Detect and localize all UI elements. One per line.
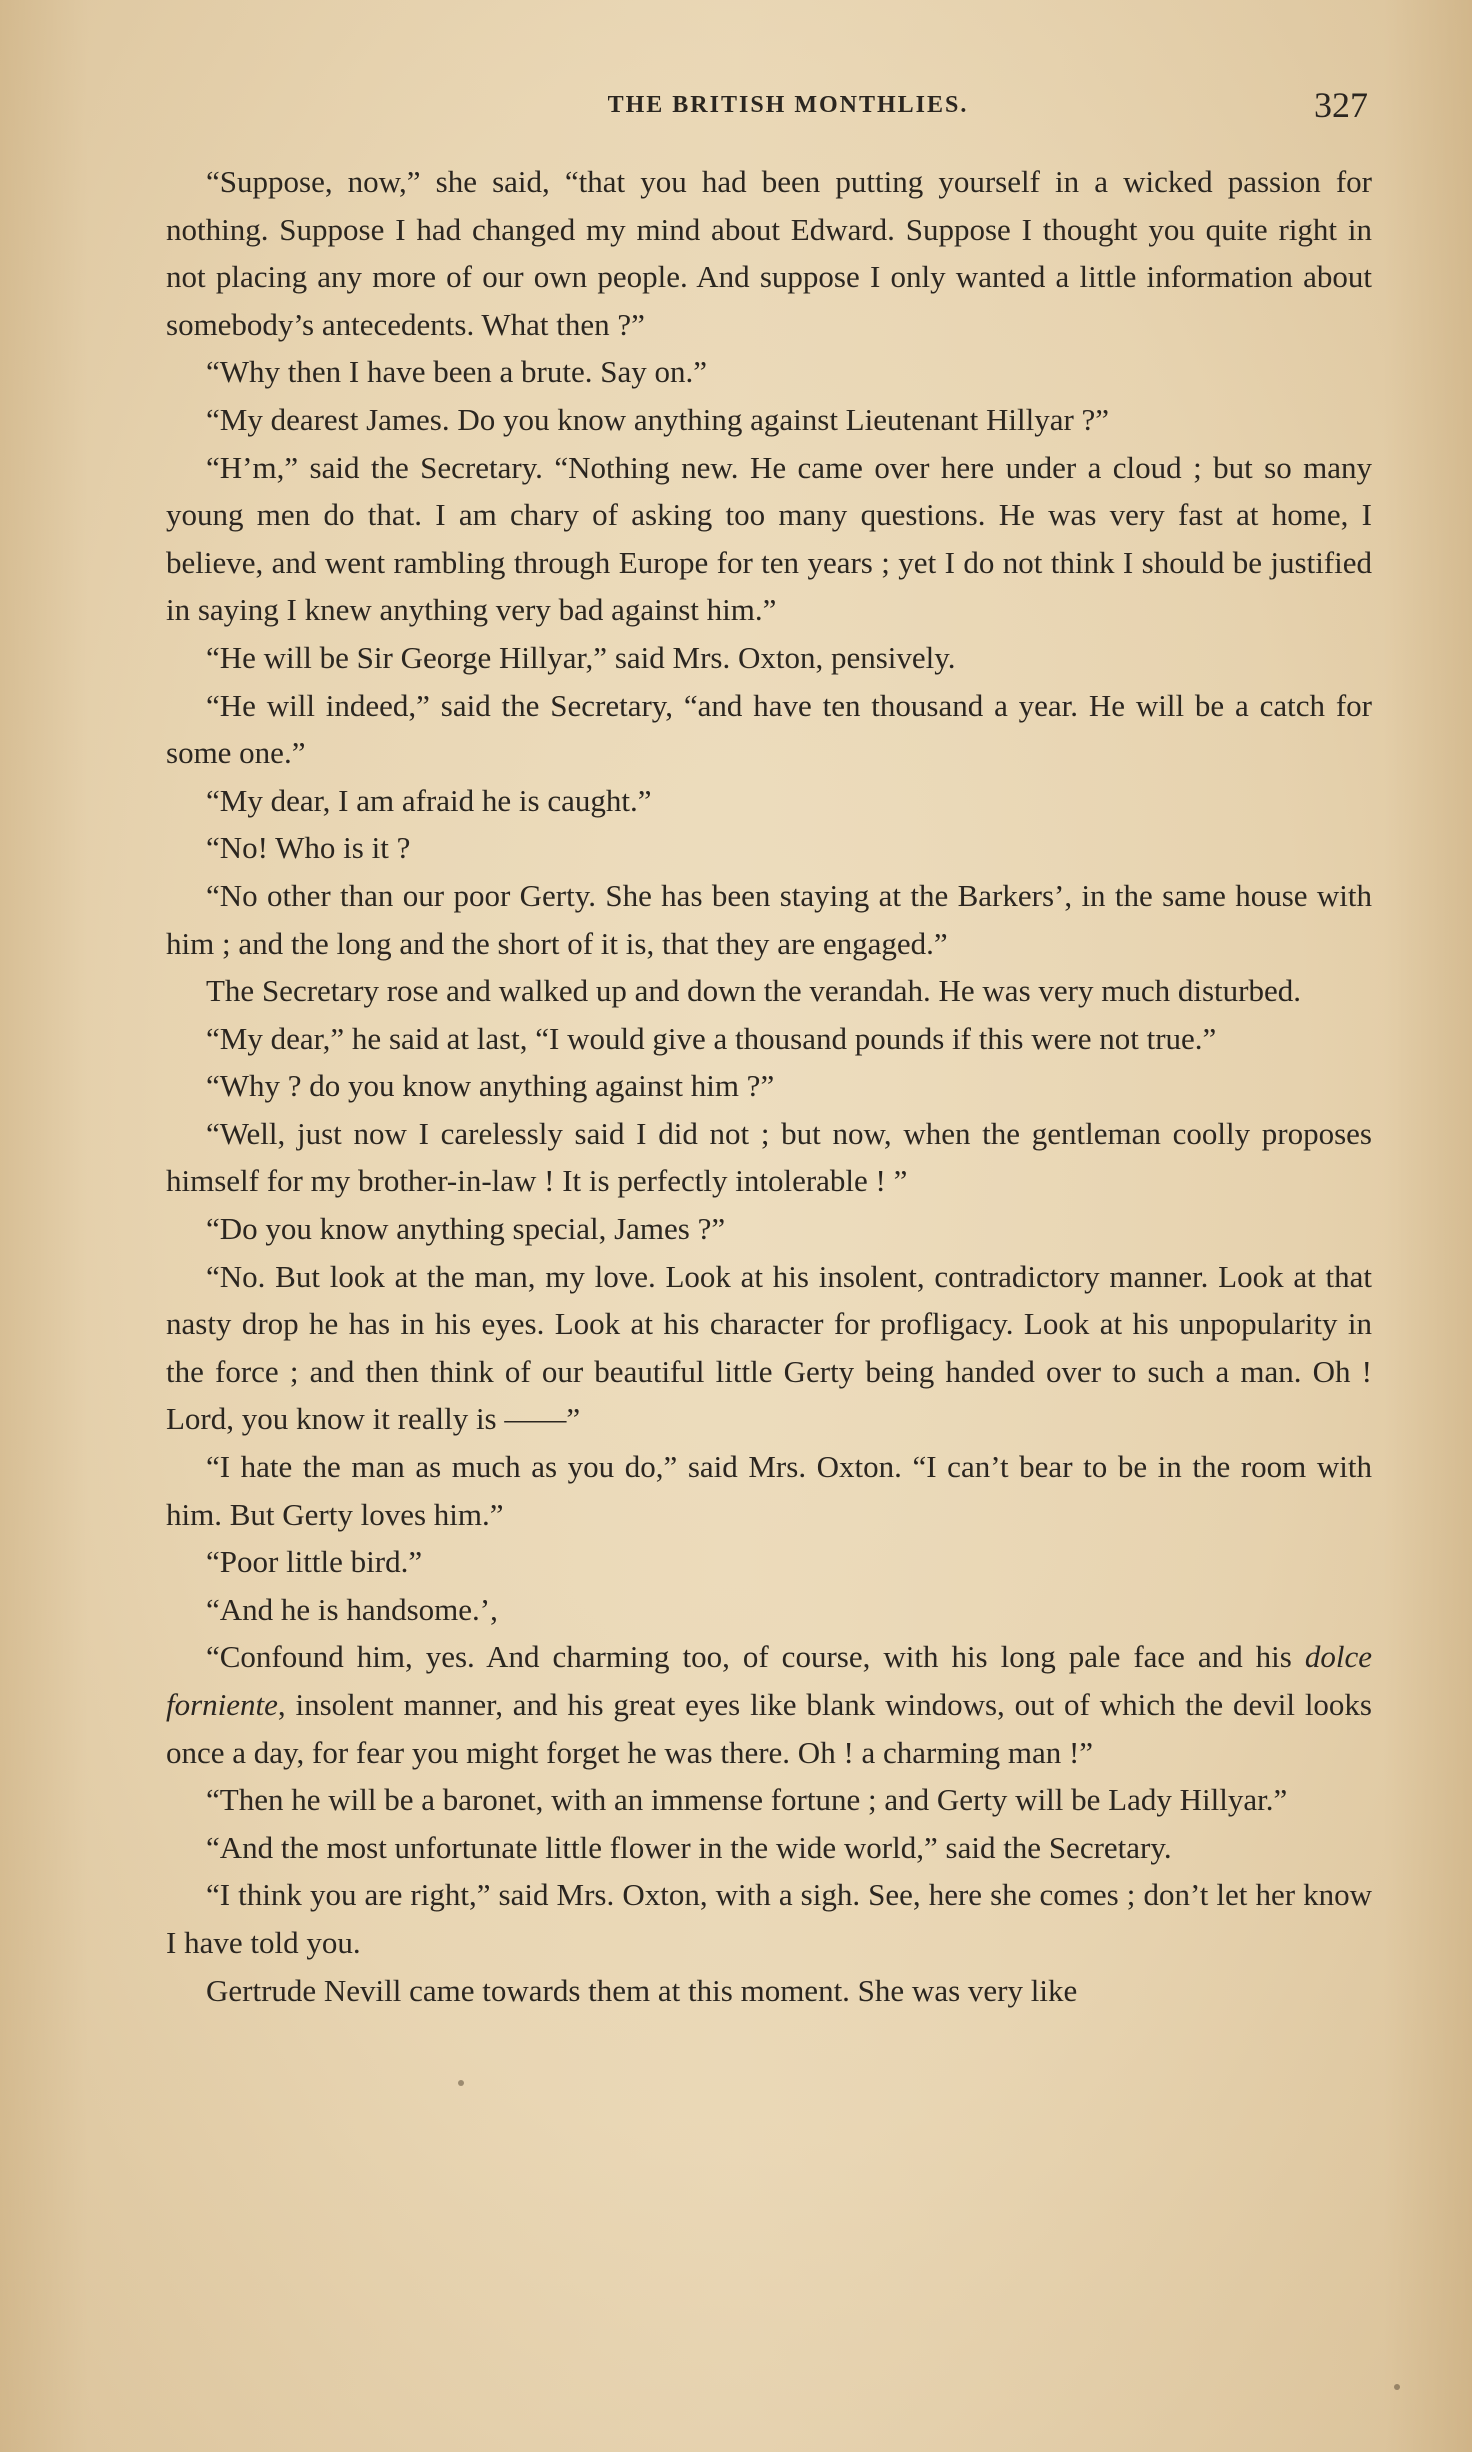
ink-speck [458, 2080, 464, 2086]
paragraph: Gertrude Nevill came towards them at this moment. She was very like [206, 1972, 1078, 2008]
paragraph: “Do you know anything special, James ?” [206, 1211, 726, 1247]
paragraph: “H’m,” said the Secretary. “Nothing new. He came over here under a cloud ; but so many young men do that. I am chary of asking too many questions. He was very fast at home, I believe, and went rambling through Europe for ten years ; yet I do not think I should be justified in saying I knew anything very bad against him.” [166, 449, 1372, 628]
page-number: 327 [1314, 85, 1368, 125]
ink-speck [1394, 2384, 1400, 2390]
paragraph: “I think you are right,” said Mrs. Oxton, with a sigh. See, here she comes ; don’t let her know I have told you. [166, 1877, 1372, 1960]
paragraph: “And he is handsome.’, [206, 1591, 498, 1627]
paragraph: “Suppose, now,” she said, “that you had been putting yourself in a wicked passion for nothing. Suppose I had changed my mind about Edward. Suppose I thought you quite right in not placing any more of our own people. And suppose I only wanted a little information about somebody’s antecedents. What then ?” [166, 164, 1372, 342]
text-run: , insolent manner, and his great eyes like blank windows, out of which the devil looks once a day, for fear you might forget he was there. Oh ! a charming man !” [166, 1687, 1372, 1770]
paragraph: “Well, just now I carelessly said I did not ; but now, when the gentleman coolly proposes himself for my brother-in-law ! It is perfectly intolerable ! ” [166, 1115, 1372, 1199]
italic-phrase: dolce forniente [166, 1639, 1372, 1722]
paragraph: The Secretary rose and walked up and down the verandah. He was very much disturbed. [206, 973, 1301, 1009]
paragraph: “I hate the man as much as you do,” said Mrs. Oxton. “I can’t bear to be in the room with him. But Gerty loves him.” [166, 1449, 1372, 1532]
page-header [168, 84, 1368, 144]
paragraph [166, 1633, 1372, 1776]
paragraph: “Why ? do you know anything against him ?” [206, 1068, 775, 1104]
paragraph: “No! Who is it ? [206, 830, 411, 866]
paragraph: “Then he will be a baronet, with an immense fortune ; and Gerty will be Lady Hillyar.” [206, 1782, 1288, 1818]
paragraph: “My dear,” he said at last, “I would give a thousand pounds if this were not true.” [206, 1020, 1217, 1056]
paragraph: “My dearest James. Do you know anything against Lieutenant Hillyar ?” [206, 401, 1110, 437]
paragraph: “He will be Sir George Hillyar,” said Mrs. Oxton, pensively. [206, 639, 956, 675]
paragraph: “He will indeed,” said the Secretary, “and have ten thousand a year. He will be a catch for some one.” [166, 687, 1372, 771]
paragraph: “And the most unfortunate little flower in the wide world,” said the Secretary. [206, 1829, 1172, 1865]
paragraph: “Why then I have been a brute. Say on.” [206, 354, 707, 390]
paragraph: “No other than our poor Gerty. She has been staying at the Barkers’, in the same house with him ; and the long and the short of it is, that they are engaged.” [166, 877, 1372, 961]
body-text [166, 158, 1372, 2014]
paragraph: “Poor little bird.” [206, 1544, 423, 1580]
text-run: “Confound him, yes. And charming too, of course, with his long pale face and his [206, 1639, 1305, 1675]
running-head: THE BRITISH MONTHLIES. [607, 92, 969, 118]
paragraph: “No. But look at the man, my love. Look at his insolent, contradictory manner. Look at that nasty drop he has in his eyes. Look at his character for profligacy. Look at his unpopularity in the force ; and then think of our beautiful little Gerty being handed over to such a man. Oh ! Lord, you know it really is ——” [166, 1258, 1372, 1437]
paragraph: “My dear, I am afraid he is caught.” [206, 782, 652, 818]
